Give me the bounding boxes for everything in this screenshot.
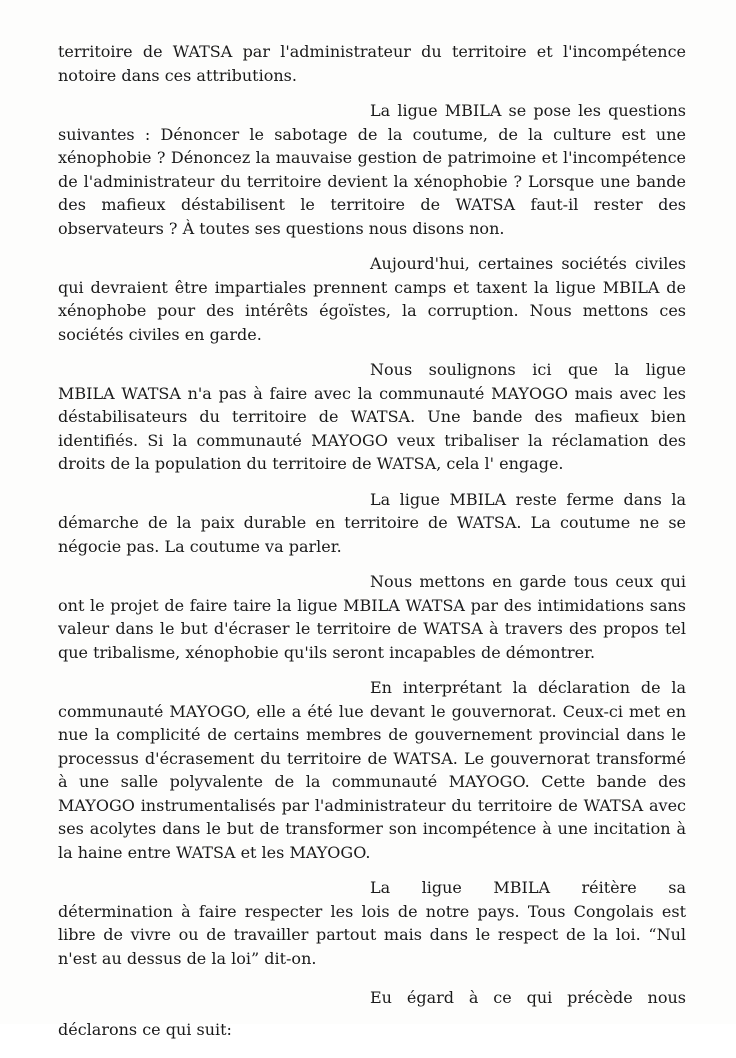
paragraph-9: Eu égard à ce qui précède nous déclarons ce qui suit: [58,988,686,1039]
paragraph-7: En interprétant la déclaration de la communauté MAYOGO, elle a été lue devant le gouvernorat. Ceux-ci met en nue la complicité de certains membres de gouvernement provincial dans le processus d'écrasement du territoire de WATSA. Le gouvernorat transformé à une salle polyvalente de la communauté MAYOGO. Cette bande des MAYOGO instrumentalisés par l'administrateur du territoire de WATSA avec ses acolytes dans le but de transformer son incompétence à une incitation à la haine entre WATSA et les MAYOGO. [58,678,686,862]
paragraph-2: La ligue MBILA se pose les questions suivantes : Dénoncer le sabotage de la coutume, de la culture est une xénophobie ? Dénoncez la mauvaise gestion de patrimoine et l'incompétence de l'administrateur du territoire devient la xénophobie ? Lorsque une bande des mafieux déstabilisent le territoire de WATSA faut-il rester des observateurs ? À toutes ses questions nous disons non. [58,101,686,238]
paragraph-5: La ligue MBILA reste ferme dans la démarche de la paix durable en territoire de WATSA. La coutume ne se négocie pas. La coutume va parler. [58,489,686,556]
paragraph-6: Nous mettons en garde tous ceux qui ont le projet de faire taire la ligue MBILA WATSA par des intimidations sans valeur dans le but d'écraser le territoire de WATSA à travers des propos tel que tribalisme, xénophobie qu'ils seront incapables de démontrer. [58,572,686,662]
paragraph-4: Nous soulignons ici que la ligue MBILA WATSA n'a pas à faire avec la communauté MAYOGO mais avec les déstabilisateurs du territoire de WATSA. Une bande des mafieux bien identifiés. Si la communauté MAYOGO veux tribaliser la réclamation des droits de la population du territoire de WATSA, cela l' engage. [58,360,686,473]
paragraph-3: Aujourd'hui, certaines sociétés civiles qui devraient être impartiales prennent camps et taxent la ligue MBILA de xénophobe pour des intérêts égoïstes, la corruption. Nous mettons ces sociétés civiles en garde. [58,254,686,344]
paragraph-1: territoire de WATSA par l'administrateur du territoire et l'incompétence notoire dans ces attributions. [58,42,686,85]
document-body [58,40,686,1058]
paragraph-8: La ligue MBILA réitère sa détermination à faire respecter les lois de notre pays. Tous Congolais est libre de vivre ou de travailler partout mais dans le respect de la loi. “Nul n'est au dessus de la loi” dit-on. [58,878,686,968]
